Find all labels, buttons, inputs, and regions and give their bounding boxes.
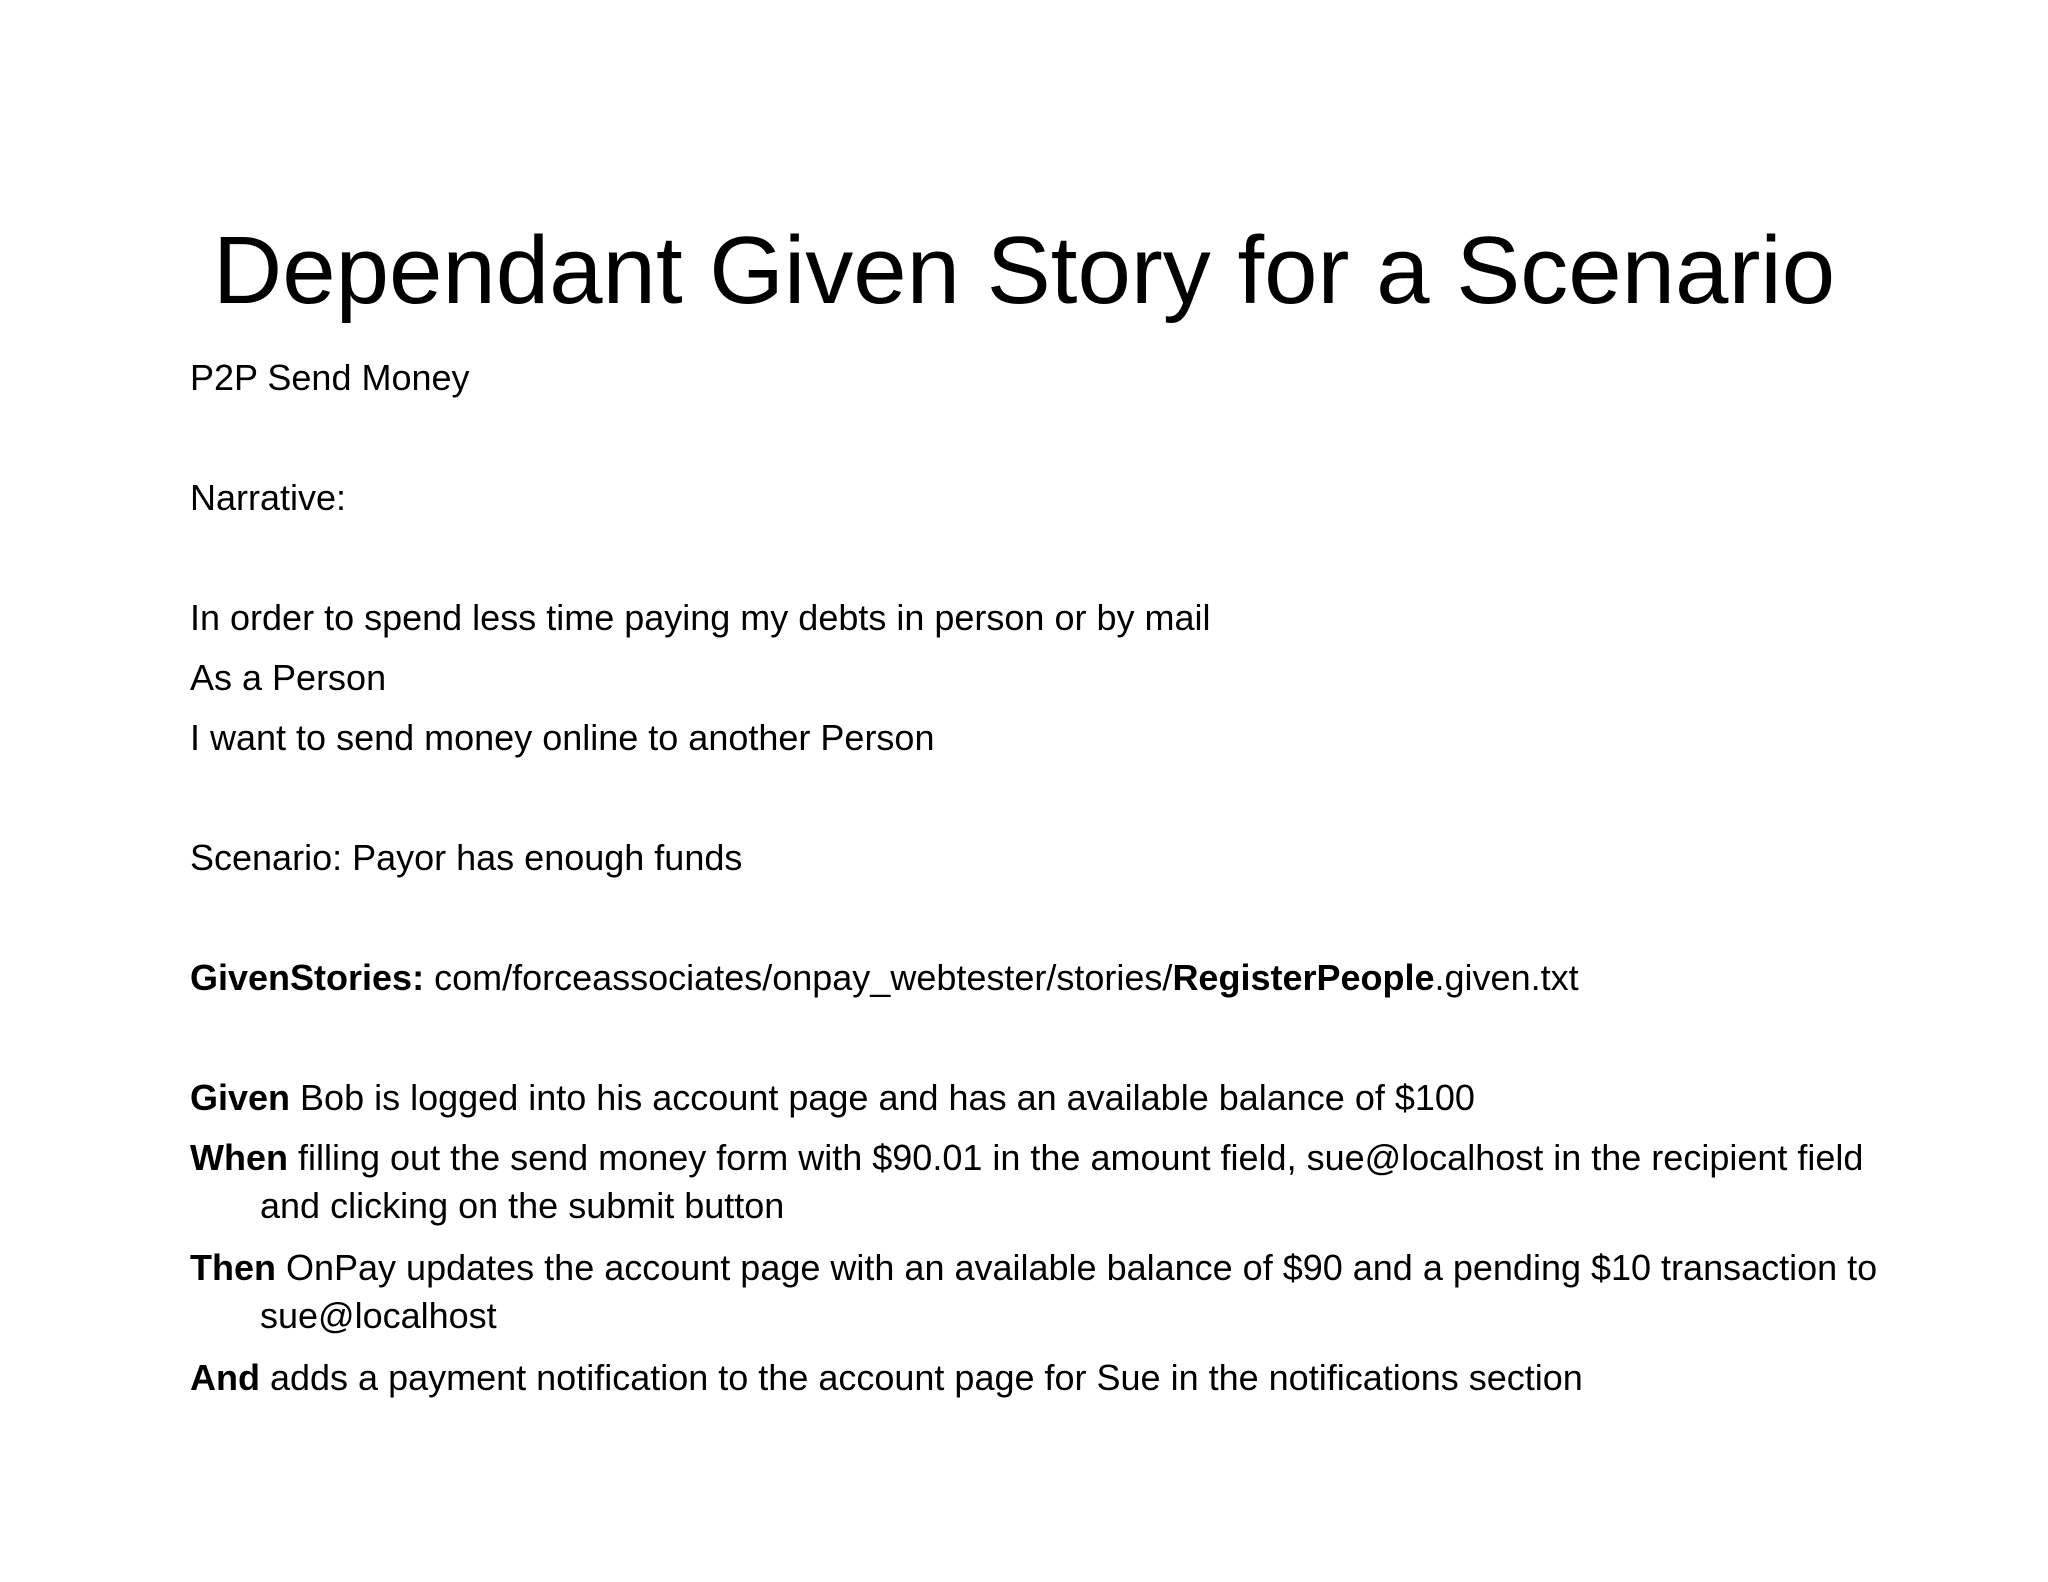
step-and-text: adds a payment notification to the account page for Sue in the notifications section (259, 1357, 1583, 1398)
story-name: P2P Send Money (190, 357, 470, 398)
scenario-title: Scenario: Payor has enough funds (190, 837, 743, 878)
step-when-keyword: When (190, 1137, 288, 1178)
given-stories-path-suffix: .given.txt (1434, 957, 1579, 998)
given-stories-line (190, 954, 1830, 1002)
narrative-as-a: As a Person (190, 657, 387, 698)
given-stories-path-bold: RegisterPeople (1172, 957, 1435, 998)
step-and-keyword: And (190, 1357, 260, 1398)
step-when (190, 1134, 1900, 1230)
step-and (190, 1354, 1830, 1402)
step-then-keyword: Then (190, 1247, 276, 1288)
narrative-i-want: I want to send money online to another Person (190, 717, 935, 758)
step-then-text: OnPay updates the account page with an available balance of $90 and a pending $10 transaction to sue@localhost (260, 1247, 1878, 1336)
slide-title: Dependant Given Story for a Scenario (212, 217, 1836, 324)
step-given-keyword: Given (190, 1077, 291, 1118)
step-given-text: Bob is logged into his account page and has an available balance of $100 (290, 1077, 1475, 1118)
given-stories-label: GivenStories: (190, 957, 425, 998)
step-when-text: filling out the send money form with $90.01 in the amount field, sue@localhost in the recipient field and clicking on the submit button (260, 1137, 1864, 1226)
step-given (190, 1074, 1830, 1122)
narrative-label: Narrative: (190, 477, 347, 518)
step-then (190, 1244, 1900, 1340)
narrative-in-order-to: In order to spend less time paying my debts in person or by mail (190, 597, 1211, 638)
given-stories-path-prefix: com/forceassociates/onpay_webtester/stories/ (424, 957, 1173, 998)
